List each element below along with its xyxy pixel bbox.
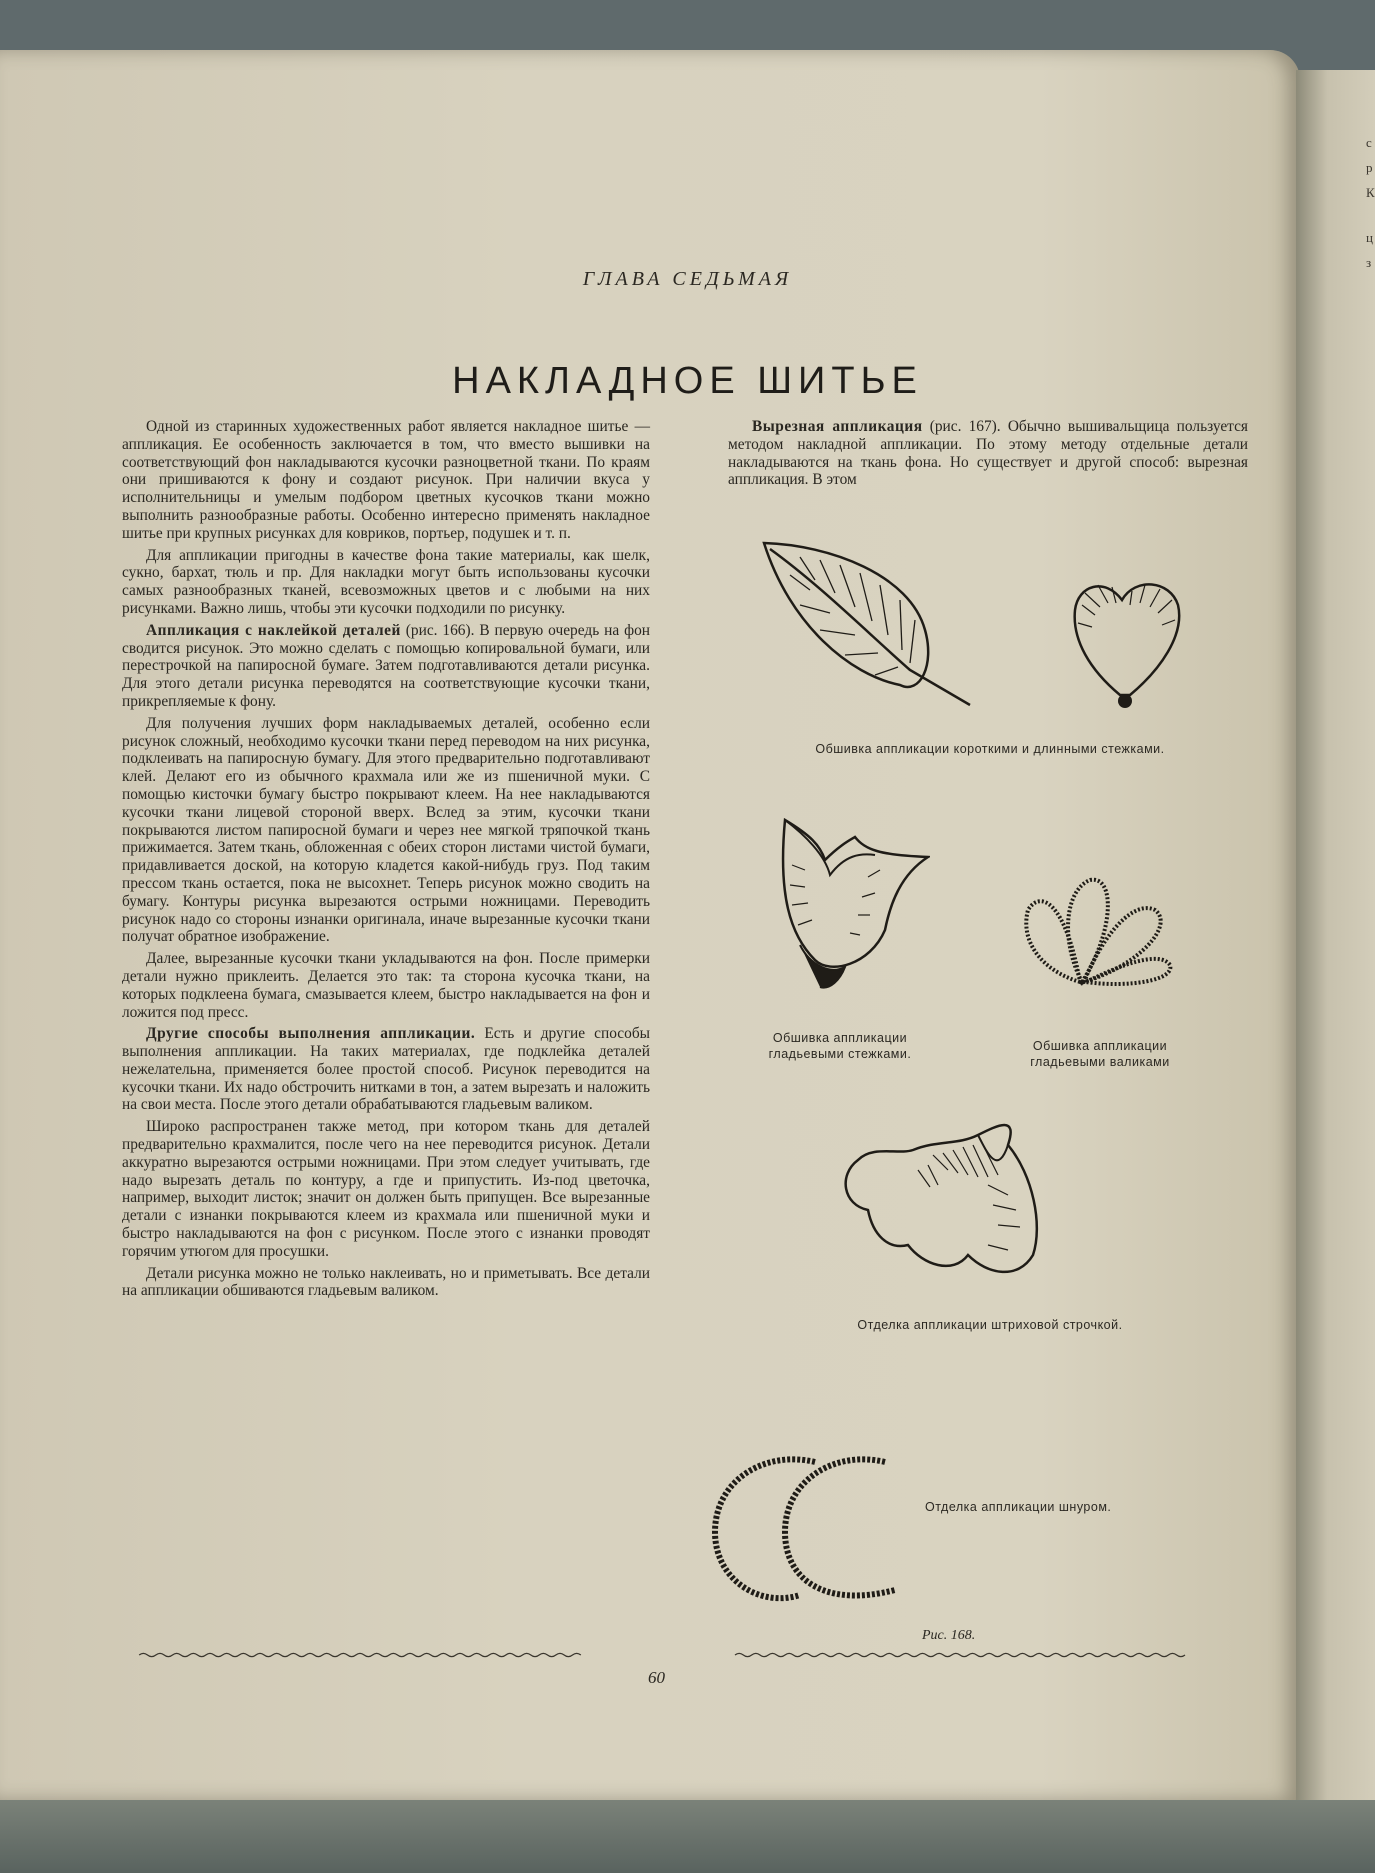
paragraph: Одной из старинных художественных работ является накладное шитье — аппликация. Ее особенность заключается в том, что вместо вышивки на соответствующий фон накладываются кусочки разноцветной ткани. По краям они пришиваются к фону и создают рисунок. При наличии вкуса у исполнительницы и умелым подбором цветных кусочков ткани можно выполнить разнообразные работы. Особенно интересно применять накладное шитье при крупных рисунках для ковриков, портьер, подушек и т. п. <box>122 418 650 542</box>
fan-petals-icon <box>1020 870 1180 990</box>
chapter-label: ГЛАВА СЕДЬМАЯ <box>582 268 793 290</box>
heart-petal-icon <box>1070 575 1185 710</box>
right-column <box>728 418 1248 493</box>
paragraph: Для получения лучших форм накладываемых деталей, особенно если рисунок сложный, необходимо кусочки ткани перед переводом на них рисунка, подклеивать на папиросную бумагу. Для этого предварительно подготавливают клей. Делают его из обычного крахмала или же из пшеничной муки. С помощью кисточки бумагу быстро покрывают клеем. На нее накладываются кусочки ткани лицевой стороной вверх. Вслед за этим, кусочки ткани покрываются листом папиросной бумаги и через нее мягкой тряпочкой ткань прижимается. Затем ткань, обложенная с обеих сторон листами чистой бумаги, придавливается доской, на которую кладется какой-нибудь груз. Под таким прессом ткань остается, пока не высохнет. Теперь рисунок можно сводить на бумагу. Контуры рисунка вырезаются острыми ножницами. Переводить рисунок надо со стороны изнанки оригинала, иначе вырезанные кусочки ткани получат обратное изображение. <box>122 714 650 946</box>
paragraph: Далее, вырезанные кусочки ткани укладываются на фон. После примерки детали нужно приклеить. Делается это так: та сторона кусочка ткани, на которых подклеена бумага, смазывается клеем, быстро накладывается на фон и ложится под пресс. <box>122 950 650 1021</box>
paragraph: Широко распространен также метод, при котором ткань для деталей предварительно крахмалится, после чего на нее переводится рисунок. Детали аккуратно вырезаются острыми ножницами. При этом следует учитывать, где надо вырезать деталь по контуру, а где и припустить. Из-под цветочка, например, выходит листок; значит он должен быть припущен. Все вырезанные детали с изнанки покрываются клеем из крахмала или пшеничной муки и быстро накладываются на фон с рисунком. После этого с изнанки проводят горячим утюгом для просушки. <box>122 1118 650 1260</box>
left-column <box>122 418 650 1304</box>
figure-caption <box>1000 1038 1200 1070</box>
edge-glyph: ц <box>1366 230 1373 245</box>
paragraph: Для аппликации пригодны в качестве фона такие материалы, как шелк, сукно, бархат, тюль и пр. Для накладки могут быть использованы кусочки самых разнообразных тканей, всевозможных цветов и с любыми на них рисунками. Важно лишь, чтобы эти кусочки подходили по рисунку. <box>122 546 650 617</box>
caption-line: гладьевыми валиками <box>1030 1055 1170 1069</box>
background-band <box>0 1800 1375 1873</box>
adjacent-page-edge <box>1296 70 1375 1810</box>
paragraph-text: (рис. 167). Обычно вышивальщица пользуется методом накладной аппликации. По этому методу отдельные детали накладываются на ткань фона. Но существует и другой способ: вырезная аппликация. В этом <box>728 418 1248 489</box>
paragraph: Детали рисунка можно не только наклеивать, но и приметывать. Все детали на аппликации обшиваются гладьевым валиком. <box>122 1264 650 1300</box>
paragraph-text: Есть и другие способы выполнения аппликации. На таких материалах, где подклейка деталей нежелательна, применяется более простой способ. Рисунок переводится на кусочки ткани. Их надо обстрочить нитками в тон, а затем вырезать и наложить на свои места. После этого детали обрабатываются гладьевым валиком. <box>122 1025 650 1114</box>
figure-caption: Обшивка аппликации короткими и длинными стежками. <box>815 742 1165 756</box>
cord-rings-icon <box>705 1450 905 1610</box>
edge-glyph: р <box>1366 160 1373 175</box>
edge-glyph: К <box>1366 185 1375 200</box>
paragraph <box>728 418 1248 489</box>
tulip-icon <box>770 815 930 990</box>
section-heading: Вырезная аппликация <box>752 418 923 435</box>
edge-glyph: с <box>1366 135 1372 150</box>
decorative-rule <box>95 1650 625 1660</box>
caption-line: Обшивка аппликации <box>1032 1039 1168 1053</box>
page-title: НАКЛАДНОЕ ШИТЬЕ <box>452 360 923 403</box>
figure-caption: Отделка аппликации штриховой строчкой. <box>857 1318 1123 1332</box>
paragraph <box>122 622 650 711</box>
leaf-icon <box>760 535 980 715</box>
paragraph-text: (рис. 166). В первую очередь на фон сводится рисунок. Это можно сделать с помощью копировальной бумаги, или перестрочкой на папиросной бумаге. Затем подготавливаются детали рисунка. Для этого детали рисунка переводятся на соответствующие кусочки ткани, прикрепляемые к фону. <box>122 621 651 710</box>
page-number: 60 <box>648 1668 665 1687</box>
figure-caption <box>740 1030 940 1062</box>
paragraph <box>122 1025 650 1114</box>
section-heading: Другие способы выполнения аппликации. <box>146 1025 476 1043</box>
edge-glyph: з <box>1366 255 1372 270</box>
caption-line: гладьевыми стежками. <box>768 1047 912 1061</box>
decorative-rule <box>690 1650 1230 1660</box>
section-heading: Аппликация с наклейкой деталей <box>146 621 401 639</box>
figure-label: Рис. 168. <box>922 1628 976 1643</box>
flower-petal-icon <box>838 1115 1043 1285</box>
figure-caption: Отделка аппликации шнуром. <box>925 1500 1112 1514</box>
caption-line: Обшивка аппликации <box>772 1031 908 1045</box>
